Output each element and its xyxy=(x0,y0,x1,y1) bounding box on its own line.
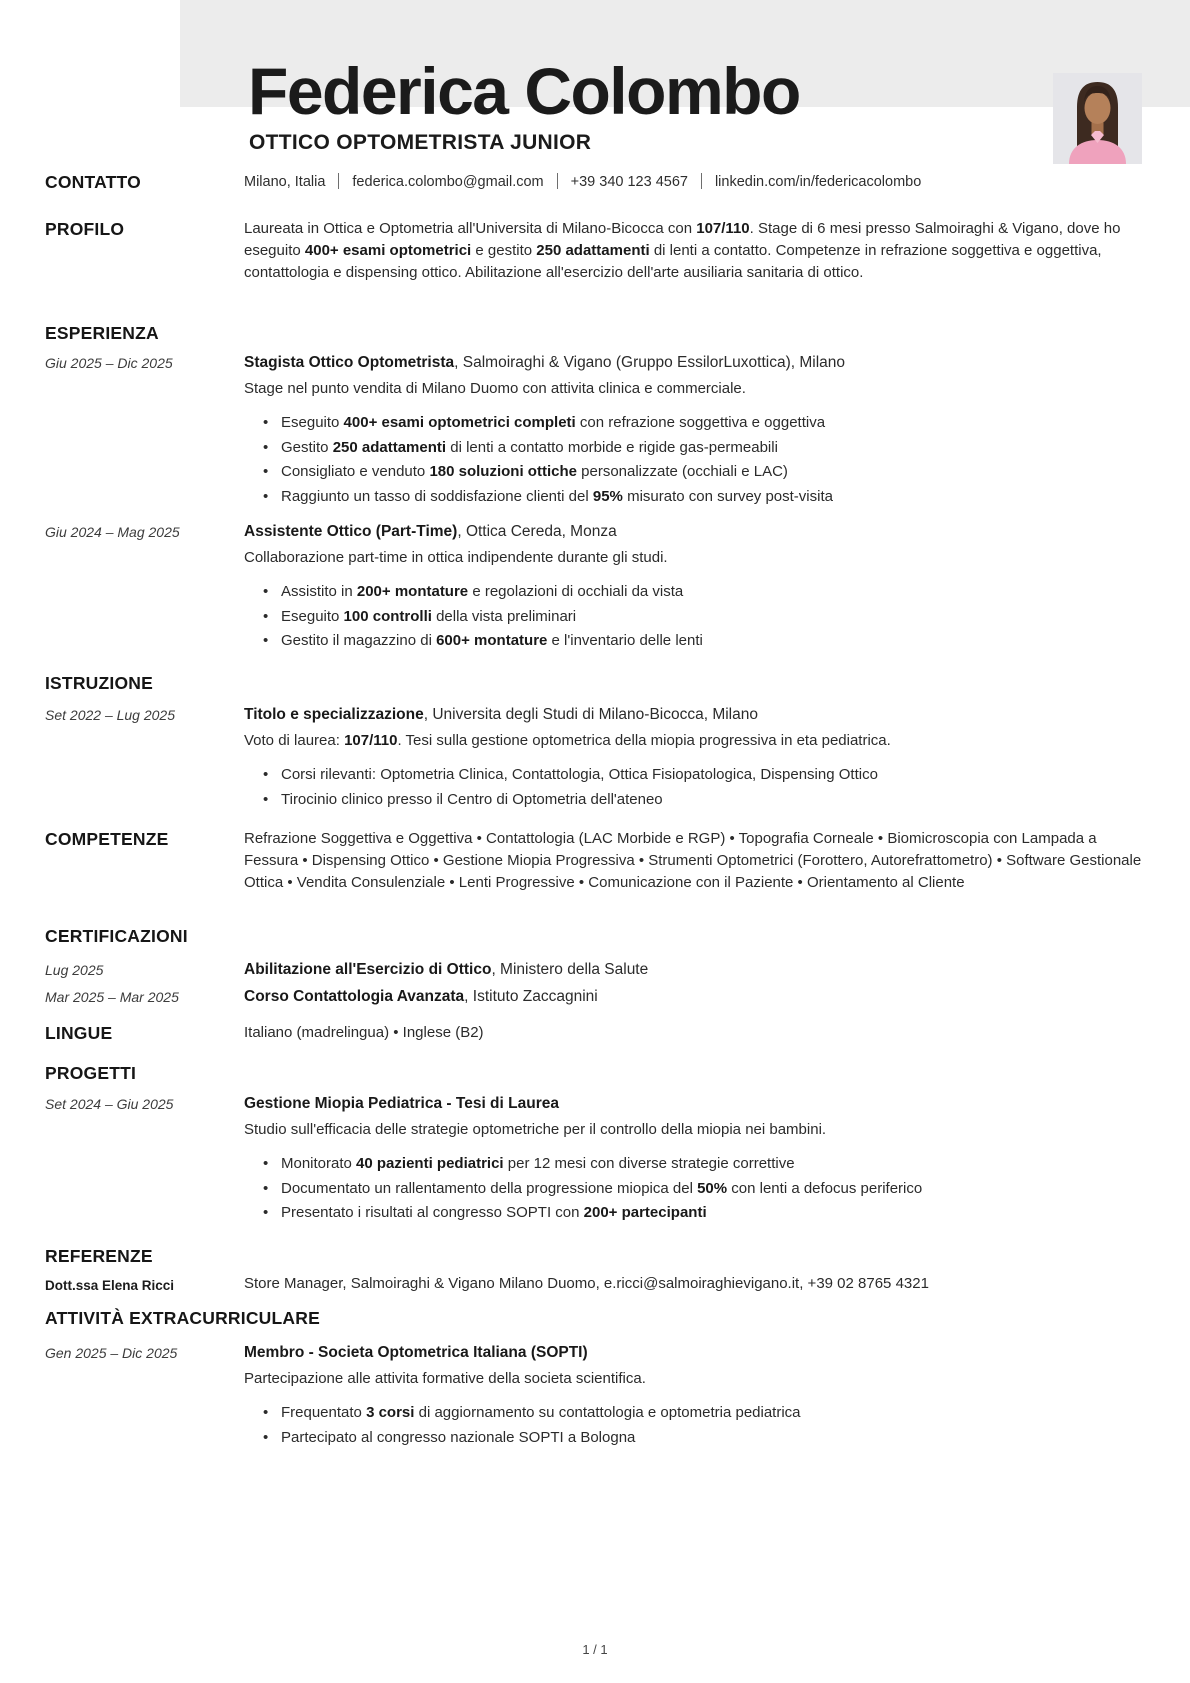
person-title: OTTICO OPTOMETRISTA JUNIOR xyxy=(249,131,592,154)
contact-linkedin: linkedin.com/in/federicacolombo xyxy=(714,174,922,190)
edu-dates: Set 2022 – Lug 2025 xyxy=(45,707,176,723)
contact-location: Milano, Italia xyxy=(244,174,326,190)
section-lingue xyxy=(45,1022,1145,1044)
cert-title: Corso Contattologia Avanzata, Istituto Zaccagnini xyxy=(244,988,598,1005)
job-description: Stage nel punto vendita di Milano Duomo con attivita clinica e commerciale. xyxy=(244,380,746,397)
bullet-item: • Monitorato 40 pazienti pediatrici per 12 mesi con diverse strategie correttive xyxy=(244,1152,1145,1177)
section-label-profilo: PROFILO xyxy=(45,219,125,239)
job-content xyxy=(244,521,1145,654)
section-competenze xyxy=(45,828,1145,894)
bullet-item: • Eseguito 100 controlli della vista preliminari xyxy=(244,605,1145,630)
reference-name: Dott.ssa Elena Ricci xyxy=(45,1278,175,1293)
edu-title: Titolo e specializzazione, Universita degli Studi di Milano-Bicocca, Milano xyxy=(244,706,758,723)
project-entry xyxy=(45,1093,1145,1226)
bullet-item: • Partecipato al congresso nazionale SOPTI a Bologna xyxy=(244,1426,1145,1451)
section-label-istruzione: ISTRUZIONE xyxy=(45,673,153,693)
portrait-illustration xyxy=(1053,73,1142,164)
contact-email: federica.colombo@gmail.com xyxy=(352,174,544,190)
activity-title: Membro - Societa Optometrica Italiana (SOPTI) xyxy=(244,1344,588,1361)
cert-dates: Lug 2025 xyxy=(45,962,104,978)
job-description: Collaborazione part-time in ottica indipendente durante gli studi. xyxy=(244,549,668,566)
job-bullets xyxy=(244,411,1145,509)
activity-bullets xyxy=(244,1401,1145,1450)
edu-description: Voto di laurea: 107/110. Tesi sulla gestione optometrica della miopia progressiva in eta pediatrica. xyxy=(244,732,891,749)
project-bullets xyxy=(244,1152,1145,1226)
section-referenze-heading xyxy=(45,1245,1145,1267)
job-bullets xyxy=(244,580,1145,654)
certification-entry xyxy=(45,986,1145,1008)
section-certificazioni-heading xyxy=(45,925,1145,947)
section-esperienza-heading xyxy=(45,322,1145,344)
section-label-competenze: COMPETENZE xyxy=(45,829,169,849)
project-description: Studio sull'efficacia delle strategie optometriche per il controllo della miopia nei bambini. xyxy=(244,1121,827,1138)
contact-line xyxy=(244,171,1145,193)
activity-entry xyxy=(45,1342,1145,1450)
project-content xyxy=(244,1093,1145,1226)
bullet-item: • Assistito in 200+ montature e regolazioni di occhiali da vista xyxy=(244,580,1145,605)
section-istruzione-heading xyxy=(45,672,1145,694)
job-entry xyxy=(45,352,1145,509)
certification-entry xyxy=(45,959,1145,981)
bullet-item: • Raggiunto un tasso di soddisfazione clienti del 95% misurato con survey post-visita xyxy=(244,485,1145,510)
section-label-referenze: REFERENZE xyxy=(45,1246,153,1266)
project-dates: Set 2024 – Giu 2025 xyxy=(45,1096,174,1112)
section-profilo xyxy=(45,218,1145,284)
reference-details: Store Manager, Salmoiraghi & Vigano Milano Duomo, e.ricci@salmoiraghievigano.it, +39 02 8765 4321 xyxy=(244,1275,929,1292)
job-dates: Giu 2024 – Mag 2025 xyxy=(45,524,180,540)
profile-summary: Laureata in Ottica e Optometria all'Universita di Milano-Bicocca con 107/110. Stage di 6 mesi presso Salmoiraghi & Vigano, dove ho eseguito 400+ esami optometrici e gestito 250 adattamenti di lenti a contatto. Competenze in refrazione soggettiva e oggettiva, contattologia e dispensing ottico. Abilitazione all'esercizio dell'arte ausiliaria sanitaria di ottico. xyxy=(244,220,1121,281)
job-title: Stagista Ottico Optometrista, Salmoiraghi & Vigano (Gruppo EssilorLuxottica), Milano xyxy=(244,354,846,371)
contact-phone: +39 340 123 4567 xyxy=(570,174,688,190)
section-label-attivita: ATTIVITÀ EXTRACURRICULARE xyxy=(45,1308,320,1328)
section-label-esperienza: ESPERIENZA xyxy=(45,323,159,343)
bullet-item: • Corsi rilevanti: Optometria Clinica, Contattologia, Ottica Fisiopatologica, Dispensing Ottico xyxy=(244,763,1145,788)
section-contatto xyxy=(45,171,1145,193)
page-number: 1 / 1 xyxy=(582,1642,608,1657)
job-title: Assistente Ottico (Part-Time), Ottica Cereda, Monza xyxy=(244,523,617,540)
activity-content xyxy=(244,1342,1145,1450)
bullet-item: • Gestito 250 adattamenti di lenti a contatto morbide e rigide gas-permeabili xyxy=(244,436,1145,461)
project-title: Gestione Miopia Pediatrica - Tesi di Laurea xyxy=(244,1095,559,1112)
section-attivita-heading xyxy=(45,1307,1145,1329)
bullet-item: • Eseguito 400+ esami optometrici completi con refrazione soggettiva e oggettiva xyxy=(244,411,1145,436)
education-entry xyxy=(45,704,1145,812)
person-name: Federica Colombo xyxy=(248,54,800,128)
skills-line: Refrazione Soggettiva e Oggettiva • Contattologia (LAC Morbide e RGP) • Topografia Corneale • Biomicroscopia con Lampada a Fessura • Dispensing Ottico • Gestione Miopia Progressiva • Strumenti Optometrici (Forottero, Autorefrattometro) • Software Gestionale Ottica • Vendita Consulenziale • Lenti Progressive • Comunicazione con il Paziente • Orientamento al Cliente xyxy=(244,830,1142,891)
job-content xyxy=(244,352,1145,509)
section-label-progetti: PROGETTI xyxy=(45,1063,137,1083)
activity-description: Partecipazione alle attivita formative della societa scientifica. xyxy=(244,1370,646,1387)
activity-dates: Gen 2025 – Dic 2025 xyxy=(45,1345,178,1361)
languages-line: Italiano (madrelingua) • Inglese (B2) xyxy=(244,1024,484,1041)
contact-separator xyxy=(338,173,339,189)
profile-photo xyxy=(1053,73,1142,164)
section-progetti-heading xyxy=(45,1062,1145,1084)
bullet-item: • Documentato un rallentamento della progressione miopica del 50% con lenti a defocus periferico xyxy=(244,1177,1145,1202)
cert-dates: Mar 2025 – Mar 2025 xyxy=(45,989,179,1005)
section-label-certificazioni: CERTIFICAZIONI xyxy=(45,926,188,946)
reference-entry xyxy=(45,1273,1145,1297)
contact-separator xyxy=(701,173,702,189)
bullet-item: • Presentato i risultati al congresso SOPTI con 200+ partecipanti xyxy=(244,1201,1145,1226)
cert-title: Abilitazione all'Esercizio di Ottico, Ministero della Salute xyxy=(244,961,649,978)
section-label-contatto: CONTATTO xyxy=(45,172,141,192)
bullet-item: • Gestito il magazzino di 600+ montature e l'inventario delle lenti xyxy=(244,629,1145,654)
contact-separator xyxy=(557,173,558,189)
edu-bullets xyxy=(244,763,1145,812)
job-entry xyxy=(45,521,1145,654)
job-dates: Giu 2025 – Dic 2025 xyxy=(45,355,173,371)
bullet-item: • Frequentato 3 corsi di aggiornamento su contattologia e optometria pediatrica xyxy=(244,1401,1145,1426)
bullet-item: • Tirocinio clinico presso il Centro di Optometria dell'ateneo xyxy=(244,788,1145,813)
edu-content xyxy=(244,704,1145,812)
bullet-item: • Consigliato e venduto 180 soluzioni ottiche personalizzate (occhiali e LAC) xyxy=(244,460,1145,485)
section-label-lingue: LINGUE xyxy=(45,1023,113,1043)
